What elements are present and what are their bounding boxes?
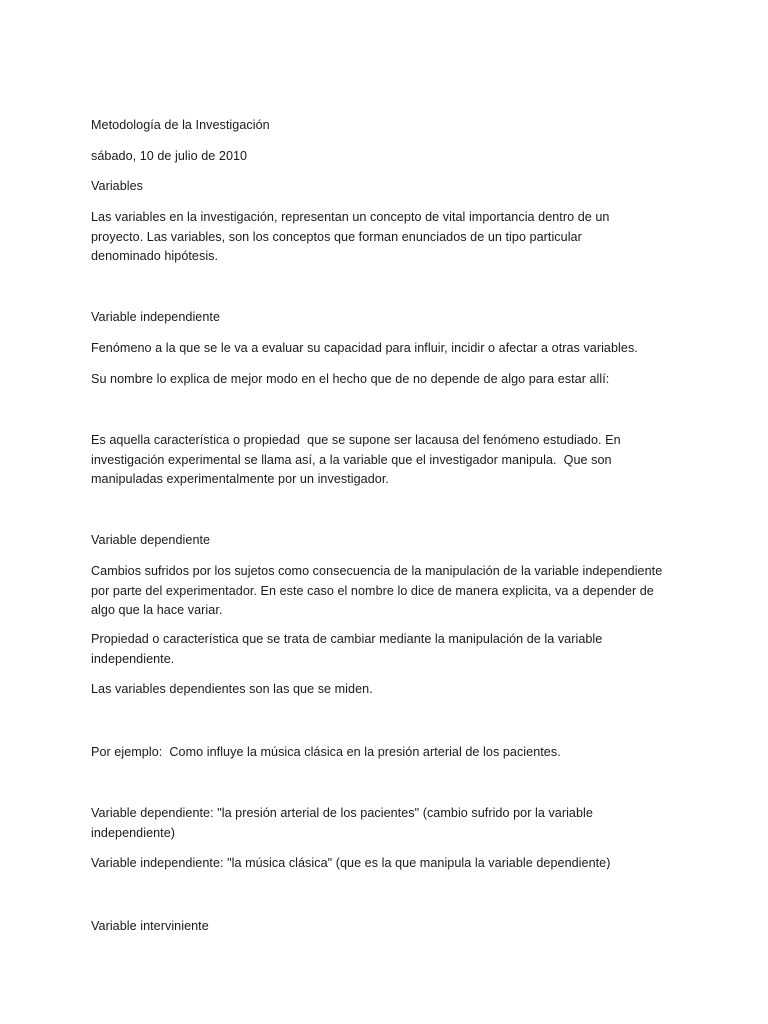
- heading-variables: Variables: [91, 179, 144, 193]
- paragraph-independent-3: Es aquella característica o propiedad que se supone ser lacausa del fenómeno estudiado. En investigación experimental se llama así, a la variable que el investigador manipula. Que son manipuladas experimentalmente por un investigador.: [91, 433, 625, 486]
- paragraph-example-dependent: Variable dependiente: "la presión arterial de los pacientes" (cambio sufrido por la variable independiente): [91, 806, 597, 840]
- document-date: sábado, 10 de julio de 2010: [91, 149, 248, 163]
- heading-dependent-variable: Variable dependiente: [91, 533, 211, 547]
- paragraph-dependent-1: Cambios sufridos por los sujetos como consecuencia de la manipulación de la variable independiente por parte del experimentador. En este caso el nombre lo dice de manera explicita, va a depender de algo que la hace variar.: [91, 564, 666, 617]
- heading-independent-variable: Variable independiente: [91, 310, 221, 324]
- paragraph-independent-1: Fenómeno a la que se le va a evaluar su capacidad para influir, incidir o afectar a otras variables.: [91, 341, 638, 355]
- paragraph-intro: Las variables en la investigación, representan un concepto de vital importancia dentro de un proyecto. Las variables, son los conceptos que forman enunciados de un tipo particular denominado hipótesis.: [91, 210, 614, 263]
- heading-intervening-variable: Variable interviniente: [91, 919, 209, 933]
- document-title: Metodología de la Investigación: [91, 118, 270, 132]
- paragraph-example: Por ejemplo: Como influye la música clásica en la presión arterial de los pacientes.: [91, 745, 561, 759]
- paragraph-dependent-2: Propiedad o característica que se trata de cambiar mediante la manipulación de la variable independiente.: [91, 632, 606, 666]
- paragraph-dependent-3: Las variables dependientes son las que se miden.: [91, 682, 373, 696]
- paragraph-example-independent: Variable independiente: "la música clásica" (que es la que manipula la variable dependiente): [91, 856, 611, 870]
- paragraph-independent-2: Su nombre lo explica de mejor modo en el hecho que de no depende de algo para estar allí:: [91, 372, 610, 386]
